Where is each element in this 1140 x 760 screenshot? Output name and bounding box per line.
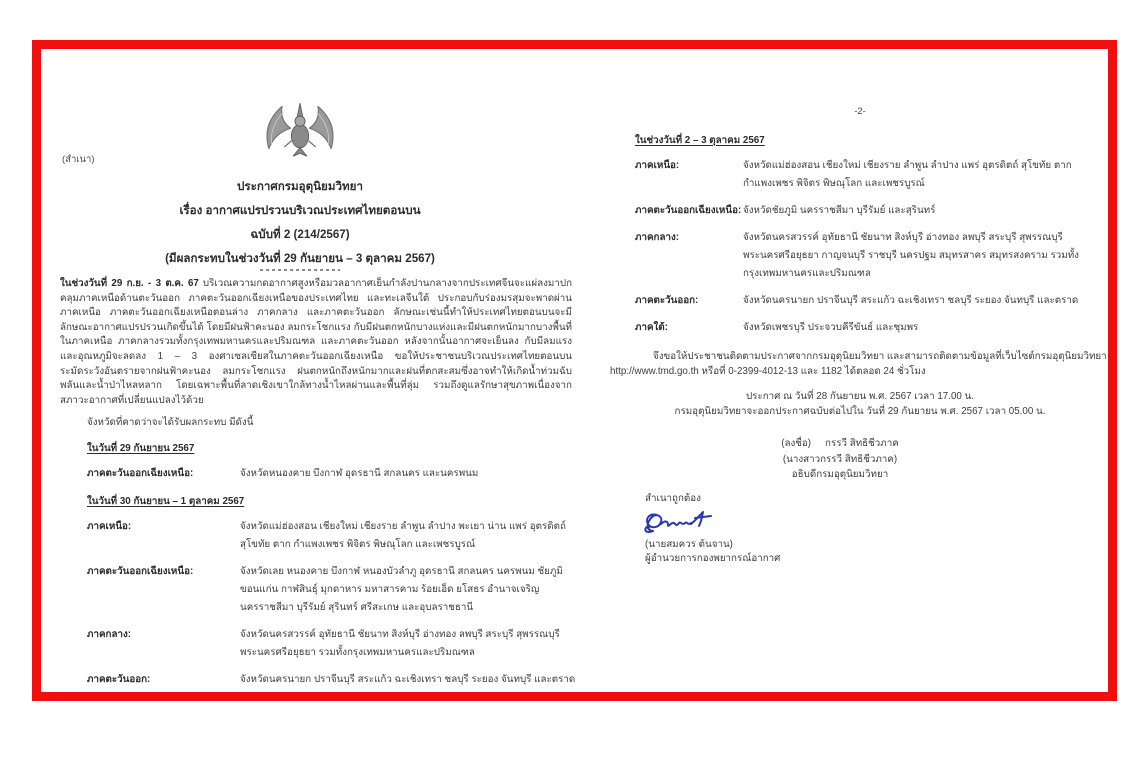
region-row (635, 157, 1110, 193)
certifier-title: ผู้อำนวยการกองพยากรณ์อากาศ (645, 552, 781, 564)
body-paragraph-text: บริเวณความกดอากาศสูงหรือมวลอากาศเย็นกำลังปานกลางจากประเทศจีนจะแผ่ลงมาปกคลุมภาคเหนือด้านตะวันออก ภาคตะวันออกเฉียงเหนือของประเทศไทย และทะเลจีนใต้ ประกอบกับร่องมรสุมจะพาดผ่านภาคเหนือ ภาคตะวันออกเฉียงเหนือตอนล่าง ภาคกลาง และภาคตะวันออก ลักษณะเช่นนี้ทำให้ประเทศไทยตอนบนจะมีลักษณะอากาศแปรปรวนเกิดขึ้นได้ โดยมีฝนฟ้าคะนอง ลมกระโชกแรง กับมีฝนตกหนักบางแห่งและมีฝนตกหนักมากบางพื้นที่ในภาคเหนือ ภาคกลางรวมทั้งกรุงเทพมหานครและปริมณฑล และภาคตะวันออก หลังจากนั้นอากาศจะเย็นลง กับมีลมแรง และอุณหภูมิจะลดลง 1 – 3 องศาเซลเซียสในภาคตะวันออกเฉียงเหนือ ขอให้ประชาชนบริเวณประเทศไทยตอนบน ระมัดระวังอันตรายจากฝนฟ้าคะนอง ลมกระโชกแรง ฝนตกหนักถึงหนักมากและฝนที่ตกสะสมซึ่งอาจทำให้เกิดน้ำท่วมฉับพลันและน้ำป่าไหลหลาก โดยเฉพาะพื้นที่ลาดเชิงเขาใกล้ทางน้ำไหลผ่านและพื้นที่ลุ่ม รวมถึงดูแลรักษาสุขภาพเนื่องจากสภาวะอากาศที่เปลี่ยนแปลงไว้ด้วย (60, 278, 572, 406)
signer-block (705, 436, 975, 483)
rows-sep30-oct1 (87, 518, 576, 689)
impact-intro: จังหวัดที่คาดว่าจะได้รับผลกระทบ มีดังนี้ (87, 417, 254, 429)
title-block (60, 175, 540, 271)
region-row (87, 518, 576, 554)
follow-up-paragraph (610, 349, 1110, 379)
region-label: ภาคใต้: (635, 322, 668, 333)
region-label: ภาคเหนือ: (635, 160, 680, 171)
issued-block (610, 389, 1110, 419)
rows-oct2-3 (635, 157, 1110, 337)
region-label: ภาคตะวันออก: (635, 295, 699, 306)
emblem-wrap (60, 100, 540, 163)
region-provinces: จังหวัดหนองคาย บึงกาฬ อุดรธานี สกลนคร และนครพนม (240, 468, 479, 480)
next-issue-line: กรมอุตุนิยมวิทยาจะออกประกาศฉบับต่อไปใน วันที่ 29 กันยายน พ.ศ. 2567 เวลา 05.00 น. (674, 406, 1046, 417)
signed-name-full: (นางสาวกรรวี สิทธิชีวภาค) (782, 453, 898, 465)
section-heading-sep29: ในวันที่ 29 กันยายน 2567 (87, 443, 195, 455)
region-provinces: จังหวัดแม่ฮ่องสอน เชียงใหม่ เชียงราย ลำพูน ลำปาง พะเยา น่าน แพร่ อุตรดิตถ์ สุโขทัย ตาก กำแพงเพชร พิจิตร พิษณุโลก และเพชรบูรณ์ (240, 521, 566, 551)
region-label: ภาคตะวันออก: (87, 674, 151, 686)
region-label: ภาคกลาง: (635, 232, 679, 243)
region-provinces: จังหวัดเลย หนองคาย บึงกาฬ หนองบัวลำภู อุดรธานี สกลนคร นครพนม ชัยภูมิ ขอนแก่น กาฬสินธุ์ มุกดาหาร มหาสารคาม ร้อยเอ็ด ยโสธร อำนาจเจริญ นครราชสีมา บุรีรัมย์ สุรินทร์ ศรีสะเกษ และอุบลราชธานี (240, 566, 563, 614)
region-row (87, 465, 576, 483)
region-provinces: จังหวัดนครนายก ปราจีนบุรี สระแก้ว ฉะเชิงเทรา ชลบุรี ระยอง จันทบุรี และตราด (240, 674, 576, 686)
region-row (635, 229, 1110, 283)
signed-name: กรรวี สิทธิชีวภาค (825, 438, 899, 449)
page-number: -2- (854, 106, 866, 117)
garuda-emblem-icon (261, 100, 339, 158)
page-2 (610, 105, 1110, 566)
certified-copy-label: สำเนาถูกต้อง (645, 492, 701, 504)
region-row (635, 292, 1110, 310)
body-paragraph-lead: ในช่วงวันที่ 29 ก.ย. - 3 ต.ค. 67 (60, 278, 199, 289)
region-row (87, 671, 576, 689)
region-row (635, 202, 1110, 220)
signed-label: (ลงชื่อ) (781, 438, 812, 449)
region-row (87, 626, 576, 662)
region-provinces: จังหวัดชัยภูมิ นครราชสีมา บุรีรัมย์ และสุรินทร์ (743, 205, 936, 216)
region-row (635, 319, 1110, 337)
copy-label: (สำเนา) (62, 154, 95, 165)
body-paragraph (60, 277, 572, 408)
region-provinces: จังหวัดนครสวรรค์ อุทัยธานี ชัยนาท สิงห์บุรี อ่างทอง ลพบุรี สระบุรี สุพรรณบุรี พระนครศรีอยุธยา กาญจนบุรี ราชบุรี นครปฐม สมุทรสาคร สมุทรสงคราม รวมทั้งกรุงเทพมหานครและปริมณฑล (743, 232, 1079, 279)
page-1 (60, 85, 576, 689)
region-provinces: จังหวัดเพชรบุรี ประจวบคีรีขันธ์ และชุมพร (743, 322, 919, 333)
follow-up-line2-contact: http://www.tmd.go.th หรือที่ 0-2399-4012-13 และ 1182 ได้ตลอด 24 ชั่วโมง (610, 366, 926, 377)
doc-subject: เรื่อง อากาศแปรปรวนบริเวณประเทศไทยตอนบน (179, 204, 421, 217)
region-row (87, 563, 576, 617)
doc-title: ประกาศกรมอุตุนิยมวิทยา (237, 180, 363, 193)
signed-line (705, 436, 975, 452)
region-label: ภาคกลาง: (87, 629, 131, 641)
certify-block (645, 492, 1110, 566)
region-label: ภาคเหนือ: (87, 521, 132, 533)
section-heading-sep30-oct1: ในวันที่ 30 กันยายน – 1 ตุลาคม 2567 (87, 496, 245, 508)
signed-title: อธิบดีกรมอุตุนิยมวิทยา (791, 469, 889, 480)
region-provinces: จังหวัดแม่ฮ่องสอน เชียงใหม่ เชียงราย ลำพูน ลำปาง แพร่ อุตรดิตถ์ สุโขทัย ตาก กำแพงเพชร พิจิตร พิษณุโลก และเพชรบูรณ์ (743, 160, 1072, 189)
signature-scribble (643, 509, 725, 536)
region-label: ภาคตะวันออกเฉียงเหนือ: (87, 468, 194, 480)
follow-up-line1: จึงขอให้ประชาชนติดตามประกาศจากกรมอุตุนิยมวิทยา และสามารถติดตามข้อมูลที่เว็บไซต์กรมอุตุนิยมวิทยา (653, 351, 1107, 362)
region-provinces: จังหวัดนครสวรรค์ อุทัยธานี ชัยนาท สิงห์บุรี อ่างทอง ลพบุรี สระบุรี สุพรรณบุรี พระนครศรีอยุธยา รวมทั้งกรุงเทพมหานครและปริมณฑล (240, 629, 560, 659)
certifier-name: (นายสมควร ต้นจาน) (645, 538, 733, 550)
doc-issue-number: ฉบับที่ 2 (214/2567) (250, 228, 350, 241)
doc-effective-dates: (มีผลกระทบในช่วงวันที่ 29 กันยายน – 3 ตุลาคม 2567) (165, 252, 435, 265)
region-provinces: จังหวัดนครนายก ปราจีนบุรี สระแก้ว ฉะเชิงเทรา ชลบุรี ระยอง จันทบุรี และตราด (743, 295, 1079, 306)
rows-sep29 (87, 465, 576, 483)
region-label: ภาคตะวันออกเฉียงเหนือ: (635, 205, 742, 216)
issued-date-line: ประกาศ ณ วันที่ 28 กันยายน พ.ศ. 2567 เวลา 17.00 น. (745, 391, 975, 402)
section-heading-oct2-3: ในช่วงวันที่ 2 – 3 ตุลาคม 2567 (635, 135, 765, 146)
region-label: ภาคตะวันออกเฉียงเหนือ: (87, 566, 194, 578)
